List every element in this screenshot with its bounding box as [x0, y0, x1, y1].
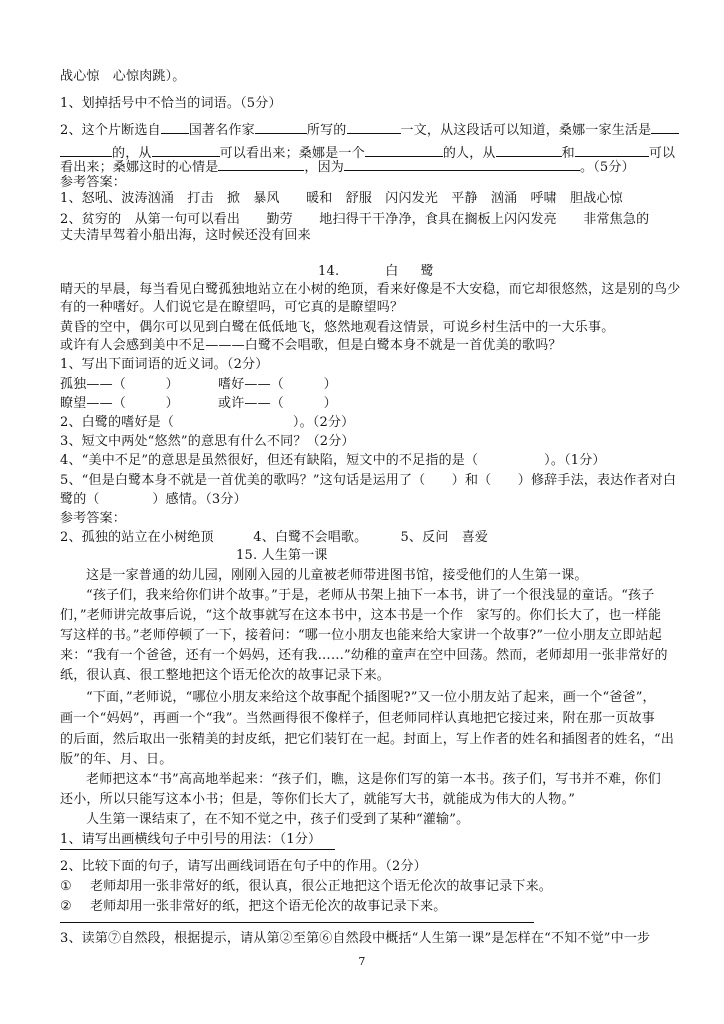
answer-line[interactable] — [60, 922, 534, 923]
s15-paragraph-2-line-2: 们，”老师讲完故事后说，“这个故事就写在这本书中，这本书是一个作 家写的。你们长大了，也一样能 — [60, 608, 662, 623]
fill-blank[interactable] — [161, 121, 189, 134]
question-2-line-3 — [60, 158, 635, 176]
synonym-item: 孤独——（ ） — [60, 377, 179, 392]
page-number: 7 — [358, 955, 366, 968]
fill-blank[interactable] — [218, 158, 304, 171]
s15-paragraph-2-line-4: 来：“我有一个爸爸，还有一个妈妈，还有我……”幼稚的童声在空中回荡。然而，老师却用一张非常好的 — [60, 648, 668, 663]
s15-paragraph-3-line-4: 版”的年、月、日。 — [60, 752, 173, 767]
text-fragment: 可以看出来；桑娜是一个 — [219, 146, 365, 161]
s14-answers: 2、孤独的站立在小树绝顶 4、白鹭不会唱歌。 5、反问 喜爱 — [60, 530, 489, 545]
s15-paragraph-4-line-1: 老师把这本“书”高高地举起来：“孩子们，瞧，这是你们写的第一本书。孩子们，写书并不难，你们 — [86, 772, 661, 787]
title-char: 鹭 — [420, 264, 434, 279]
fill-blank[interactable] — [575, 144, 649, 157]
s15-paragraph-5: 人生第一课结束了，在不知不觉之中，孩子们受到了某种“灌输”。 — [86, 812, 470, 827]
fill-blank[interactable] — [255, 121, 307, 134]
synonym-row-2 — [60, 396, 337, 412]
s15-paragraph-2-line-3: 写这样的书。”老师停顿了一下，接着问：“哪一位小朋友也能来给大家讲一个故事?”一位小朋友立即站起 — [60, 628, 663, 643]
s14-answers-label: 参考答案： — [60, 511, 127, 526]
question-1: 1、划掉括号中不恰当的词语。（5分） — [60, 96, 282, 111]
answer-line[interactable] — [60, 849, 335, 850]
sentence-text: 老师却用一张非常好的纸，很认真，很公正地把这个语无伦次的故事记录下来。 — [90, 879, 553, 894]
answer-2-line-2: 丈夫清早驾着小船出海，这时候还没有回来 — [60, 228, 311, 243]
text-fragment: 的人，从 — [442, 146, 496, 161]
circled-number-2: ② — [60, 899, 72, 914]
s15-paragraph-1: 这是一家普通的幼儿园，刚刚入园的儿童被老师带进图书馆，接受他们的人生第一课。 — [86, 568, 588, 583]
fill-blank[interactable] — [344, 158, 580, 171]
text-fragment: 看出来；桑娜这时的心情是 — [60, 160, 219, 175]
text-fragment: 2、这个片断选自 — [60, 123, 161, 138]
s15-paragraph-3-line-1: “下面，”老师说，“哪位小朋友来给这个故事配个插图呢?”又一位小朋友站了起来，画一个“爸爸”， — [86, 690, 656, 705]
fill-blank[interactable] — [496, 144, 562, 157]
s14-question-2: 2、白鹭的嗜好是（ ）。（2分） — [60, 415, 355, 430]
fill-blank[interactable] — [152, 144, 220, 157]
title-number: 14. — [318, 264, 340, 279]
section-15-title: 15. 人生第一课 — [236, 548, 328, 563]
fill-blank[interactable] — [60, 144, 112, 157]
text-fragment: 的，从 — [112, 146, 152, 161]
fill-blank[interactable] — [347, 121, 401, 134]
s15-paragraph-3-line-3: 的后面，然后取出一张精美的封皮纸，把它们装钉在一起。封面上，写上作者的姓名和插图者的姓名，“出 — [60, 732, 675, 747]
s15-sentence-1 — [60, 879, 552, 895]
fill-blank[interactable] — [365, 144, 443, 157]
answer-1: 1、怒吼、波涛汹涌 打击 掀 暴风 暖和 舒服 闪闪发光 平静 汹涌 呼啸 胆战心惊 — [60, 191, 623, 206]
paragraph-1-line-1: 晴天的早晨，每当看见白鹭孤独地站立在小树的绝顶，看来好像是不大安稳，而它却很悠然，这是别的鸟少 — [60, 282, 681, 297]
text-fragment: 所写的 — [306, 123, 347, 138]
answers-label: 参考答案： — [60, 175, 127, 190]
carryover-text: 战心惊 心惊肉跳）。 — [60, 69, 186, 84]
s14-question-5-line-2: 鹭的（ ）感情。（3分） — [60, 492, 247, 507]
question-2-line-1 — [60, 121, 679, 139]
s14-question-3: 3、短文中两处“悠然”的意思有什么不同？（2分） — [60, 434, 355, 449]
s15-paragraph-3-line-2: 画一个“妈妈”，再画一个“我”。当然画得很不像样子，但老师同样认真地把它接过来，附在那一页故事 — [60, 711, 655, 726]
paragraph-3: 或许有人会感到美中不足———白鹭不会唱歌，但是白鹭本身不就是一首优美的歌吗？ — [60, 338, 562, 353]
s15-paragraph-4-line-2: 还小，所以只能写这本小书；但是，等你们长大了，就能写大书，就能成为伟大的人物。” — [60, 792, 576, 807]
text-fragment: 国著名作家 — [188, 123, 255, 138]
s14-question-5-line-1: 5、“但是白鹭本身不就是一首优美的歌吗？”这句话是运用了（ ）和（ ）修辞手法，表达作者对白 — [60, 473, 677, 488]
synonym-item: 瞭望——（ ） — [60, 396, 179, 411]
s15-sentence-2 — [60, 899, 446, 915]
answer-2-line-1: 2、贫穷的 从第一句可以看出 勤劳 地扫得干干净净，食具在搁板上闪闪发亮 非常焦急的 — [60, 212, 650, 227]
s15-question-3: 3、读第⑦自然段，根据提示，请从第②至第⑥自然段中概括“人生第一课”是怎样在“不知不觉”中一步 — [60, 931, 651, 946]
s14-question-4: 4、“美中不足”的意思是虽然很好，但还有缺陷，短文中的不足指的是（ ）。（1分） — [60, 453, 606, 468]
synonym-item: 或许——（ ） — [218, 396, 337, 411]
section-14-title — [318, 264, 434, 280]
s15-question-1: 1、请写出画横线句子中引号的用法：（1分） — [60, 832, 322, 847]
text-fragment: 和 — [561, 146, 575, 161]
s15-paragraph-2-line-5: 纸，很认真、很工整地把这个语无伦次的故事记录下来。 — [60, 668, 391, 683]
synonym-item: 嗜好——（ ） — [218, 377, 337, 392]
paragraph-1-line-2: 有的一种嗜好。人们说它是在瞭望吗，可它真的是瞭望吗？ — [60, 300, 404, 315]
s14-question-1: 1、写出下面词语的近义词。（2分） — [60, 357, 269, 372]
circled-number-1: ① — [60, 879, 72, 894]
title-char: 白 — [385, 264, 399, 279]
s15-paragraph-2-line-1: “孩子们，我来给你们讲个故事。”于是，老师从书架上抽下一本书，讲了一个很浅显的童话。“孩子 — [86, 588, 655, 603]
fill-blank[interactable] — [651, 121, 679, 134]
text-fragment: ，因为 — [304, 160, 345, 175]
synonym-row-1 — [60, 377, 337, 393]
paragraph-2: 黄昏的空中，偶尔可以见到白鹭在低低地飞，悠然地观看这情景，可说乡村生活中的一大乐事。 — [60, 320, 615, 335]
s15-question-2: 2、比较下面的句子，请写出画线词语在句子中的作用。（2分） — [60, 859, 427, 874]
text-fragment: 一文，从这段话可以知道，桑娜一家生活是 — [400, 123, 652, 138]
sentence-text: 老师却用一张非常好的纸，把这个语无伦次的故事记录下来。 — [90, 899, 447, 914]
text-fragment: 。（5分） — [580, 160, 635, 175]
text-fragment: 可以 — [648, 146, 676, 161]
